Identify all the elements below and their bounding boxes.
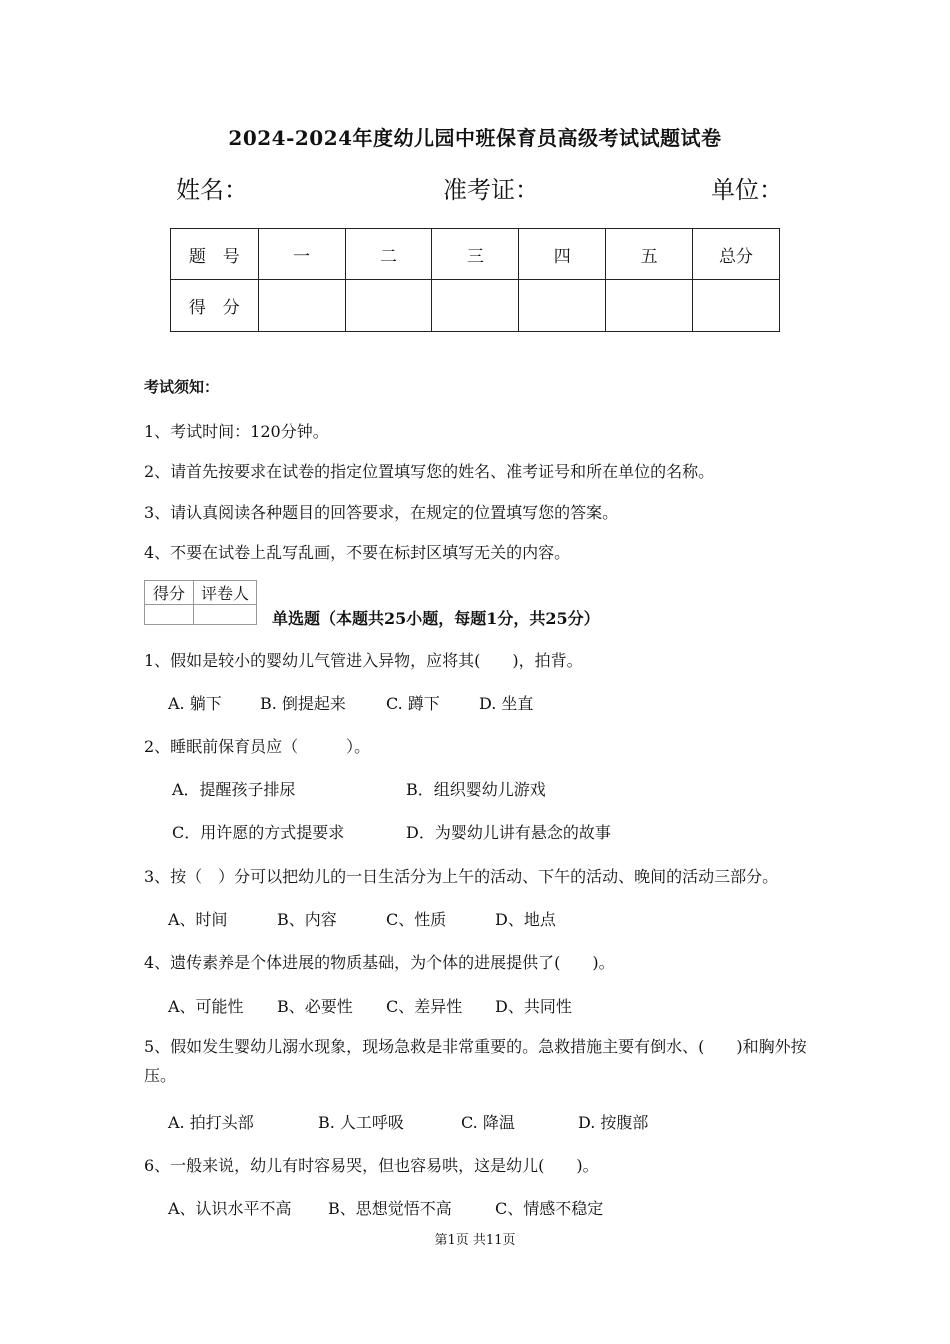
question-option[interactable]: B．组织婴幼儿游戏 [406, 780, 546, 799]
score-table-header-row [171, 229, 780, 280]
question-text: 4、遗传素养是个体进展的物质基础，为个体的进展提供了( )。 [144, 953, 615, 972]
question-option[interactable]: A．提醒孩子排尿 [172, 780, 296, 799]
question-option[interactable]: D. 坐直 [479, 694, 534, 713]
score-header-cell: 四 [519, 229, 606, 280]
question-option[interactable]: D、共同性 [495, 997, 572, 1016]
score-table [170, 228, 780, 332]
grader-reviewer-label: 评卷人 [194, 581, 257, 605]
score-header-cell: 三 [432, 229, 519, 280]
notice-item: 1、考试时间：120分钟。 [144, 422, 329, 441]
question-text: 3、按（ ）分可以把幼儿的一日生活分为上午的活动、下午的活动、晚间的活动三部分。 [144, 867, 779, 886]
notice-item: 2、请首先按要求在试卷的指定位置填写您的姓名、准考证号和所在单位的名称。 [144, 462, 715, 481]
name-field-label: 姓名： [176, 176, 248, 204]
exam-number-field-label: 准考证： [443, 176, 539, 204]
score-cell[interactable] [606, 280, 693, 332]
question-option[interactable]: B. 倒提起来 [260, 694, 346, 713]
notice-item: 4、不要在试卷上乱写乱画，不要在标封区填写无关的内容。 [144, 543, 571, 562]
score-cell[interactable] [258, 280, 345, 332]
score-cell[interactable] [432, 280, 519, 332]
score-table-score-row [171, 280, 780, 332]
grader-box [144, 580, 257, 625]
question-text: 1、假如是较小的婴幼儿气管进入异物，应将其( )，拍背。 [144, 651, 583, 670]
question-text: 5、假如发生婴幼儿溺水现象，现场急救是非常重要的。急救措施主要有倒水、( )和胸外按压。 [144, 1037, 807, 1085]
score-header-cell: 二 [345, 229, 432, 280]
score-header-cell: 总分 [693, 229, 780, 280]
notice-heading: 考试须知： [144, 378, 220, 396]
grader-score-cell[interactable] [145, 605, 194, 625]
question-option[interactable]: B、内容 [277, 910, 337, 929]
score-header-cell: 五 [606, 229, 693, 280]
question-text: 6、一般来说，幼儿有时容易哭，但也容易哄，这是幼儿( )。 [144, 1156, 599, 1175]
score-header-cell: 题 号 [171, 229, 259, 280]
question-option[interactable]: B. 人工呼吸 [318, 1113, 404, 1132]
score-header-cell: 一 [258, 229, 345, 280]
question-option[interactable]: C. 降温 [461, 1113, 515, 1132]
score-cell[interactable] [693, 280, 780, 332]
score-row-label: 得 分 [171, 280, 259, 332]
question-option[interactable]: A. 拍打头部 [168, 1113, 254, 1132]
grader-score-label: 得分 [145, 581, 194, 605]
question-option[interactable]: B、必要性 [277, 997, 353, 1016]
question-option[interactable]: A、可能性 [168, 997, 244, 1016]
question-option[interactable]: D．为婴幼儿讲有悬念的故事 [406, 823, 611, 842]
section-title: 单选题（本题共25小题，每题1分，共25分） [272, 609, 600, 628]
question-option[interactable]: A、时间 [168, 910, 228, 929]
question-option[interactable]: A. 躺下 [168, 694, 222, 713]
question-option[interactable]: C. 蹲下 [386, 694, 440, 713]
question-option[interactable]: C．用许愿的方式提要求 [172, 823, 345, 842]
question-option[interactable]: C、差异性 [386, 997, 463, 1016]
page-footer: 第1页 共11页 [434, 1233, 516, 1248]
question-option[interactable]: B、思想觉悟不高 [328, 1199, 452, 1218]
score-cell[interactable] [519, 280, 606, 332]
question-option[interactable]: A、认识水平不高 [168, 1199, 292, 1218]
score-cell[interactable] [345, 280, 432, 332]
question-option[interactable]: C、性质 [386, 910, 447, 929]
grader-reviewer-cell[interactable] [194, 605, 257, 625]
question-option[interactable]: D、地点 [495, 910, 556, 929]
exam-title: 2024-2024年度幼儿园中班保育员高级考试试题试卷 [228, 126, 722, 150]
question-option[interactable]: D. 按腹部 [578, 1113, 649, 1132]
notice-item: 3、请认真阅读各种题目的回答要求，在规定的位置填写您的答案。 [144, 503, 619, 522]
question-option[interactable]: C、情感不稳定 [495, 1199, 604, 1218]
question-text: 2、睡眠前保育员应（ ）。 [144, 737, 371, 756]
unit-field-label: 单位： [711, 176, 783, 204]
